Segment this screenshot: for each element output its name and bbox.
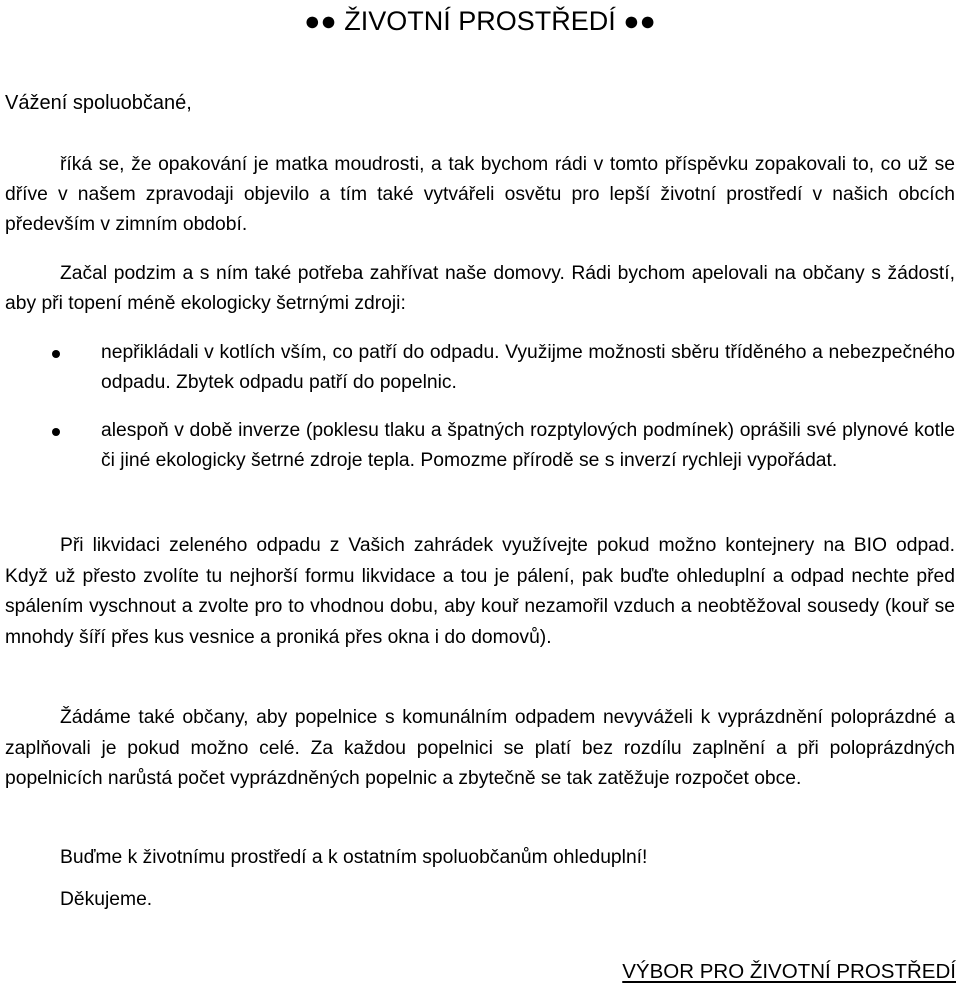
list-item-text: alespoň v době inverze (poklesu tlaku a špatných rozptylových podmínek) oprášili své plynové kotle či jiné ekologicky šetrné zdroje tepla. Pomozme přírodě se s inverzí rychleji vypořádat. xyxy=(101,420,955,471)
paragraph-intro: říká se, že opakování je matka moudrosti, a tak bychom rádi v tomto příspěvku zopakovali to, co už se dříve v našem zpravodaji objevilo a tím také vytvářeli osvětu pro lepší životní prostředí v našich obcích především v zimním období. xyxy=(5,154,955,235)
bullet-icon xyxy=(52,428,60,436)
bullet-icon xyxy=(52,350,60,358)
paragraph-appeal: Začal podzim a s ním také potřeba zahřívat naše domovy. Rádi bychom apelovali na občany s žádostí, aby při topení méně ekologicky šetrnými zdroji: xyxy=(5,263,955,314)
bullet-list xyxy=(0,338,960,494)
paragraph-green-waste: Při likvidaci zeleného odpadu z Vašich zahrádek využívejte pokud možno kontejnery na BIO odpad. Když už přesto zvolíte tu nejhorší formu likvidace a tou je pálení, pak buďte ohleduplní a odpad nechte před spálením vyschnout a zvolte pro to vhodnou dobu, aby kouř nezamořil vzduch a neobtěžoval sousedy (kouř se mnohdy šíří přes kus vesnice a proniká přes okna i do domovů). xyxy=(5,535,955,648)
list-item xyxy=(0,338,960,398)
signature: VÝBOR PRO ŽIVOTNÍ PROSTŘEDÍ xyxy=(622,960,956,983)
greeting: Vážení spoluobčané, xyxy=(5,92,192,114)
list-item-text: nepřikládali v kotlích vším, co patří do odpadu. Využijme možnosti sběru tříděného a nebezpečného odpadu. Zbytek odpadu patří do popelnic. xyxy=(101,342,955,393)
paragraph-bins: Žádáme také občany, aby popelnice s komunálním odpadem nevyváželi k vyprázdnění poloprázdné a zaplňovali je pokud možno celé. Za každou popelnici se platí bez rozdílu zaplnění a při poloprázdných popelnicích narůstá počet vyprázdněných popelnic a zbytečně se tak zatěžuje rozpočet obce. xyxy=(5,707,955,789)
paragraph-thanks: Děkujeme. xyxy=(60,889,153,910)
list-item xyxy=(0,416,960,476)
paragraph-considerate: Buďme k životnímu prostředí a k ostatním spoluobčanům ohleduplní! xyxy=(60,847,648,868)
page-title: ●● ŽIVOTNÍ PROSTŘEDÍ ●● xyxy=(304,6,656,36)
